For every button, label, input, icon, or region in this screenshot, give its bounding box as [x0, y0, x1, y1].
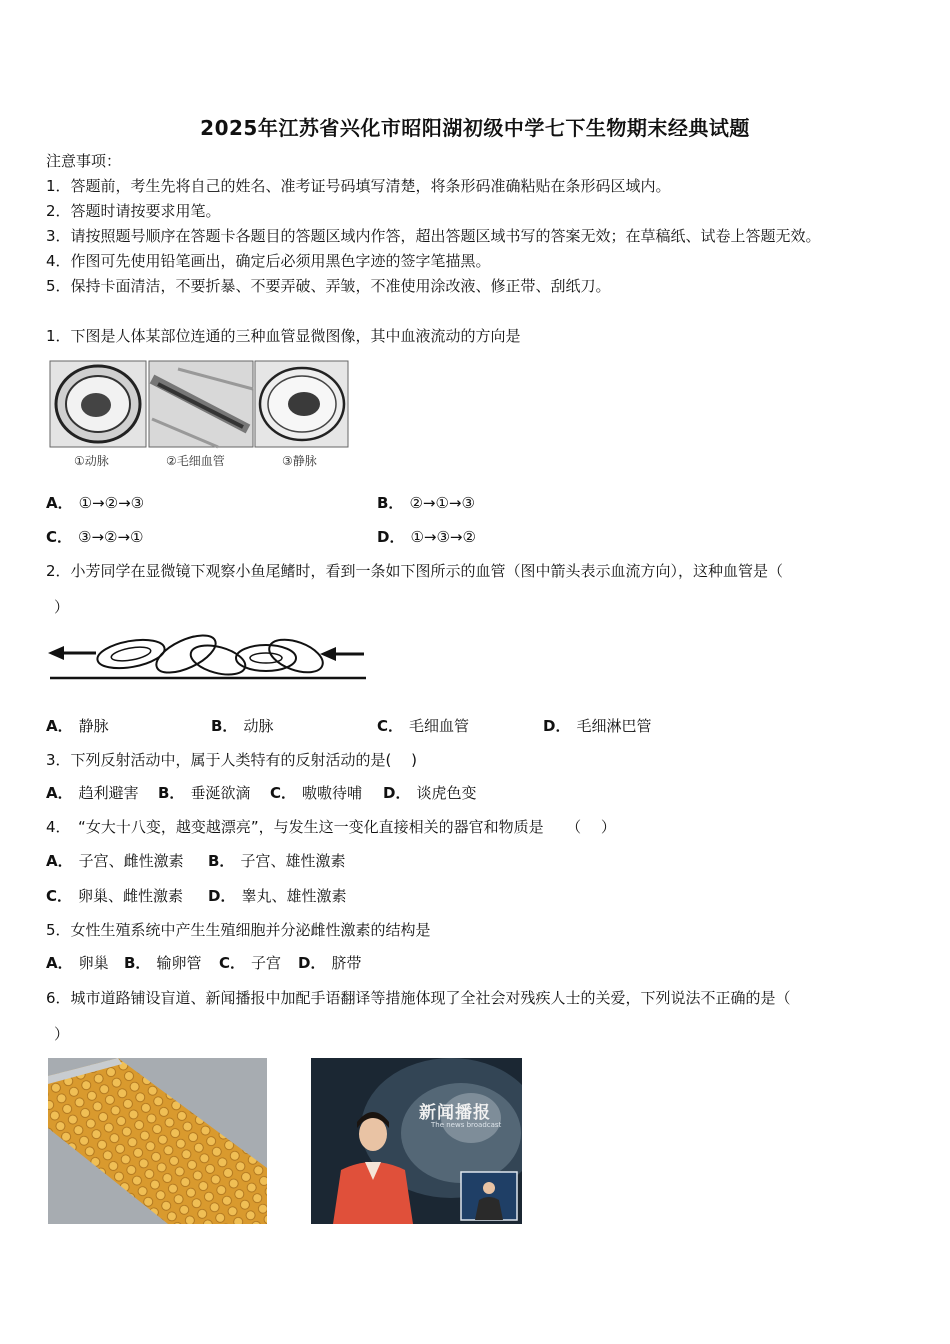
- news-broadcast-photo: [311, 1058, 522, 1224]
- notice-item: 5．保持卡面清洁，不要折暴、不要弄破、弄皱，不准使用涂改液、修正带、刮纸刀。: [46, 277, 611, 295]
- q3-option-a[interactable]: [46, 783, 139, 803]
- blood-vessels-figure: [48, 359, 350, 471]
- option-key: B．: [211, 717, 238, 735]
- question-5-stem: 5．女性生殖系统中产生生殖细胞并分泌雌性激素的结构是: [46, 921, 431, 939]
- q5-option-c[interactable]: [219, 953, 281, 973]
- option-key: A．: [46, 494, 73, 512]
- q2-option-c[interactable]: [377, 716, 469, 736]
- option-text: 脐带: [331, 954, 362, 972]
- q2-option-d[interactable]: [543, 716, 651, 736]
- q2-option-a[interactable]: [46, 716, 109, 736]
- q3-option-b[interactable]: [158, 783, 250, 803]
- option-key: C．: [270, 784, 297, 802]
- caption-artery: ①动脉: [74, 454, 109, 468]
- option-text: 垂涎欲滴: [190, 784, 251, 802]
- notice-item: 2．答题时请按要求用笔。: [46, 202, 221, 220]
- option-key: B．: [208, 852, 235, 870]
- capillary-flow-figure: [46, 628, 370, 684]
- notice-item: 1．答题前，考生先将自己的姓名、准考证号码填写清楚，将条形码准确粘贴在条形码区域内。: [46, 177, 671, 195]
- news-subtitle: The news broadcast: [431, 1121, 502, 1129]
- option-key: A．: [46, 784, 73, 802]
- notice-item: 4．作图可先使用铅笔画出，确定后必须用黑色字迹的签字笔描黑。: [46, 252, 491, 270]
- option-key: D．: [208, 887, 236, 905]
- option-text: 卵巢、雌性激素: [78, 887, 184, 905]
- q4-option-d[interactable]: [208, 886, 346, 906]
- option-key: C．: [46, 887, 73, 905]
- q1-option-c[interactable]: [46, 527, 144, 547]
- question-2-stem: 2．小芳同学在显微镜下观察小鱼尾鳍时，看到一条如下图所示的血管（图中箭头表示血流方向），这种血管是（: [46, 562, 784, 580]
- caption-capillary: ②毛细血管: [166, 454, 225, 468]
- q1-option-a[interactable]: [46, 493, 144, 513]
- option-key: D．: [298, 954, 326, 972]
- q3-option-c[interactable]: [270, 783, 362, 803]
- option-text: 卵巢: [78, 954, 109, 972]
- q2-option-b[interactable]: [211, 716, 273, 736]
- option-text: 输卵管: [156, 954, 202, 972]
- news-logo: 新闻播报: [419, 1103, 491, 1123]
- q3-option-d[interactable]: [383, 783, 476, 803]
- option-key: A．: [46, 717, 73, 735]
- q4-option-b[interactable]: [208, 851, 345, 871]
- question-4-stem: 4． “女大十八变，越变越漂亮”，与发生这一变化直接相关的器官和物质是 （ ）: [46, 818, 616, 836]
- option-text: 毛细血管: [409, 717, 470, 735]
- notice-item: 3．请按照题号顺序在答题卡各题目的答题区域内作答，超出答题区域书写的答案无效；在草稿纸、试卷上答题无效。: [46, 227, 821, 245]
- q1-option-b[interactable]: [377, 493, 475, 513]
- option-text: ②→①→③: [409, 494, 475, 512]
- option-text: 静脉: [78, 717, 109, 735]
- option-text: 子宫、雌性激素: [78, 852, 184, 870]
- option-text: ①→②→③: [78, 494, 145, 512]
- option-text: 毛细淋巴管: [576, 717, 652, 735]
- option-key: D．: [377, 528, 405, 546]
- option-text: 睾丸、雄性激素: [241, 887, 347, 905]
- option-key: C．: [46, 528, 73, 546]
- caption-vein: ③静脉: [282, 454, 317, 468]
- question-2-stem-end: ）: [54, 598, 70, 616]
- option-text: 动脉: [243, 717, 274, 735]
- option-key: B．: [377, 494, 404, 512]
- option-key: A．: [46, 954, 73, 972]
- option-text: 子宫: [251, 954, 282, 972]
- question-6-stem: 6．城市道路铺设盲道、新闻播报中加配手语翻译等措施体现了全社会对残疾人士的关爱，下列说法不正确的是（: [46, 989, 791, 1007]
- question-3-stem: 3．下列反射活动中，属于人类特有的反射活动的是( ): [46, 751, 418, 769]
- option-key: B．: [124, 954, 151, 972]
- option-key: C．: [219, 954, 246, 972]
- option-text: 趋利避害: [78, 784, 139, 802]
- option-key: A．: [46, 852, 73, 870]
- option-key: B．: [158, 784, 185, 802]
- option-text: 嗷嗷待哺: [302, 784, 363, 802]
- question-1-stem: 1．下图是人体某部位连通的三种血管显微图像，其中血液流动的方向是: [46, 327, 521, 345]
- option-text: ①→③→②: [410, 528, 476, 546]
- q5-option-d[interactable]: [298, 953, 361, 973]
- q4-option-a[interactable]: [46, 851, 184, 871]
- option-text: 子宫、雄性激素: [240, 852, 346, 870]
- option-key: D．: [543, 717, 571, 735]
- tactile-paving-photo: [48, 1058, 267, 1224]
- question-6-stem-end: ）: [54, 1025, 70, 1043]
- q5-option-b[interactable]: [124, 953, 201, 973]
- option-text: ③→②→①: [78, 528, 144, 546]
- q1-option-d[interactable]: [377, 527, 476, 547]
- option-key: D．: [383, 784, 411, 802]
- notice-heading: 注意事项：: [46, 152, 122, 170]
- option-key: C．: [377, 717, 404, 735]
- page-title: 2025年江苏省兴化市昭阳湖初级中学七下生物期末经典试题: [200, 116, 750, 140]
- q5-option-a[interactable]: [46, 953, 109, 973]
- q4-option-c[interactable]: [46, 886, 183, 906]
- option-text: 谈虎色变: [416, 784, 477, 802]
